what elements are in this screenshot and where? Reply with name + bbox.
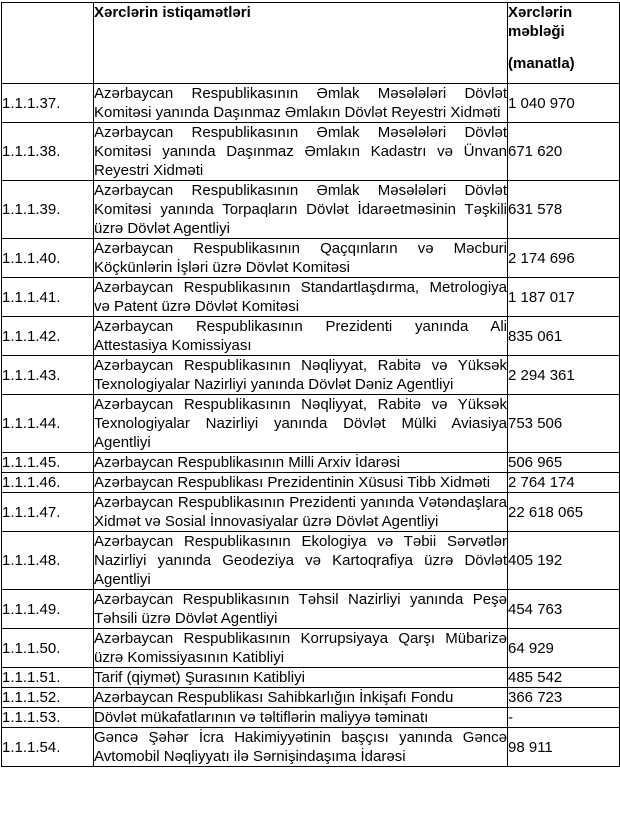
row-description: Azərbaycan Respublikası Sahibkarlığın İnkişafı Fondu <box>94 688 508 708</box>
row-code: 1.1.1.53. <box>2 708 94 728</box>
row-description: Azərbaycan Respublikasının Standartlaşdırma, Metrologiya və Patent üzrə Dövlət Komitəsi <box>94 279 507 315</box>
row-description: Azərbaycan Respublikasının Əmlak Məsələləri Dövlət Komitəsi yanında Daşınmaz Əmlakın Kadastrı və Ünvan Reyestri Xidməti <box>94 124 507 179</box>
table-row <box>2 123 620 181</box>
table-row <box>2 532 620 590</box>
row-amount: 506 965 <box>508 453 620 473</box>
row-code: 1.1.1.50. <box>2 629 94 668</box>
row-code: 1.1.1.54. <box>2 728 94 767</box>
row-description: Dövlət mükafatlarının və təltiflərin maliyyə təminatı <box>94 708 508 728</box>
row-description: Tarif (qiymət) Şurasının Katibliyi <box>94 668 508 688</box>
row-amount: 405 192 <box>508 532 620 590</box>
row-code: 1.1.1.52. <box>2 688 94 708</box>
row-description: Azərbaycan Respublikasının Təhsil Nazirliyi yanında Peşə Təhsili üzrə Dövlət Agentliyi <box>94 591 507 627</box>
table-row <box>2 629 620 668</box>
header-code-cell <box>2 3 94 84</box>
table-body <box>2 84 620 767</box>
table-row <box>2 453 620 473</box>
row-code: 1.1.1.37. <box>2 84 94 123</box>
table-row <box>2 239 620 278</box>
row-code: 1.1.1.41. <box>2 278 94 317</box>
row-amount: 753 506 <box>508 395 620 453</box>
row-amount: 671 620 <box>508 123 620 181</box>
row-amount: - <box>508 708 620 728</box>
row-amount: 1 040 970 <box>508 84 620 123</box>
table-row <box>2 278 620 317</box>
row-code: 1.1.1.49. <box>2 590 94 629</box>
header-amount-title: Xərclərin məbləği <box>508 4 573 40</box>
row-amount: 2 764 174 <box>508 473 620 493</box>
row-description: Azərbaycan Respublikasının Əmlak Məsələləri Dövlət Komitəsi yanında Daşınmaz Əmlakın Dövlət Reyestri Xidməti <box>94 85 507 121</box>
header-amount-cell <box>508 3 620 84</box>
row-code: 1.1.1.39. <box>2 181 94 239</box>
row-amount: 1 187 017 <box>508 278 620 317</box>
row-amount: 22 618 065 <box>508 493 620 532</box>
row-description: Azərbaycan Respublikasının Prezidenti yanında Ali Attestasiya Komissiyası <box>94 318 507 354</box>
expenditures-table <box>1 2 620 767</box>
row-amount: 835 061 <box>508 317 620 356</box>
row-description: Azərbaycan Respublikasının Prezidenti yanında Vətəndaşlara Xidmət və Sosial İnnovasiyalar üzrə Dövlət Agentliyi <box>94 494 507 530</box>
row-code: 1.1.1.38. <box>2 123 94 181</box>
table-row <box>2 493 620 532</box>
row-description: Azərbaycan Respublikasının Korrupsiyaya Qarşı Mübarizə üzrə Komissiyasının Katibliyi <box>94 630 507 666</box>
header-directions-cell: Xərclərin istiqamətləri <box>94 3 508 84</box>
row-code: 1.1.1.44. <box>2 395 94 453</box>
table-row <box>2 688 620 708</box>
table-row <box>2 395 620 453</box>
row-description: Gəncə Şəhər İcra Hakimiyyətinin başçısı yanında Gəncə Avtomobil Nəqliyyatı ilə Sərnişindaşıma İdarəsi <box>94 729 507 765</box>
table-row <box>2 728 620 767</box>
row-code: 1.1.1.48. <box>2 532 94 590</box>
row-code: 1.1.1.46. <box>2 473 94 493</box>
row-amount: 485 542 <box>508 668 620 688</box>
table-row <box>2 708 620 728</box>
row-description: Azərbaycan Respublikası Prezidentinin Xüsusi Tibb Xidməti <box>94 473 508 493</box>
row-amount: 98 911 <box>508 728 620 767</box>
row-code: 1.1.1.47. <box>2 493 94 532</box>
row-amount: 366 723 <box>508 688 620 708</box>
row-amount: 631 578 <box>508 181 620 239</box>
row-code: 1.1.1.40. <box>2 239 94 278</box>
row-amount: 2 174 696 <box>508 239 620 278</box>
table-header-row <box>2 3 620 84</box>
header-amount-unit: (manatla) <box>508 55 575 72</box>
row-amount: 2 294 361 <box>508 356 620 395</box>
table-row <box>2 181 620 239</box>
table-row <box>2 473 620 493</box>
row-amount: 454 763 <box>508 590 620 629</box>
row-code: 1.1.1.45. <box>2 453 94 473</box>
table-row <box>2 84 620 123</box>
row-description: Azərbaycan Respublikasının Nəqliyyat, Rabitə və Yüksək Texnologiyalar Nazirliyi yanında Dövlət Dəniz Agentliyi <box>94 357 507 393</box>
row-description: Azərbaycan Respublikasının Əmlak Məsələləri Dövlət Komitəsi yanında Torpaqların Dövlət İdarəetməsinin Təşkili üzrə Dövlət Agentliyi <box>94 182 507 237</box>
row-description: Azərbaycan Respublikasının Ekologiya və Təbii Sərvətlər Nazirliyi yanında Geodeziya və Kartoqrafiya üzrə Dövlət Agentliyi <box>94 533 507 588</box>
table-row <box>2 356 620 395</box>
row-code: 1.1.1.51. <box>2 668 94 688</box>
row-description: Azərbaycan Respublikasının Milli Arxiv İdarəsi <box>94 453 508 473</box>
row-amount: 64 929 <box>508 629 620 668</box>
row-code: 1.1.1.43. <box>2 356 94 395</box>
table-row <box>2 668 620 688</box>
table-row <box>2 317 620 356</box>
row-description: Azərbaycan Respublikasının Qaçqınların və Məcburi Köçkünlərin İşləri üzrə Dövlət Komitəsi <box>94 240 507 276</box>
row-code: 1.1.1.42. <box>2 317 94 356</box>
row-description: Azərbaycan Respublikasının Nəqliyyat, Rabitə və Yüksək Texnologiyalar Nazirliyi yanında Dövlət Mülki Aviasiya Agentliyi <box>94 396 507 451</box>
table-row <box>2 590 620 629</box>
